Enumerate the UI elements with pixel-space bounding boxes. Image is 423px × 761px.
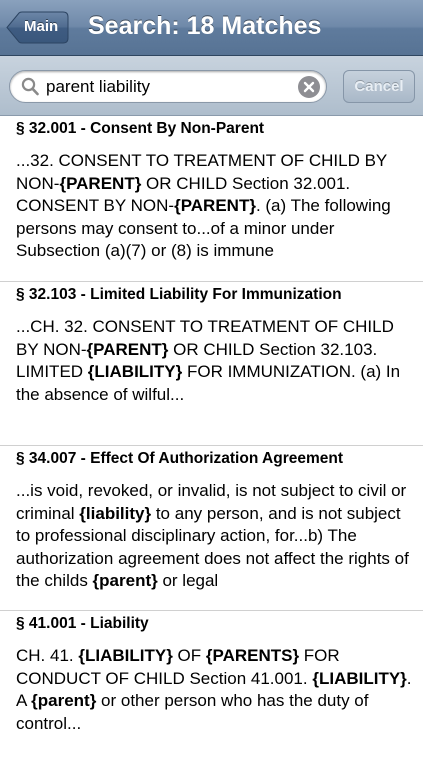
snippet-text: ...32. CONSENT TO TREATMENT OF CHILD BY NON- xyxy=(16,151,387,193)
result-item[interactable] xyxy=(0,446,423,611)
search-icon xyxy=(21,77,39,96)
navigation-bar xyxy=(0,0,423,56)
result-item[interactable] xyxy=(0,611,423,761)
search-field[interactable] xyxy=(9,70,327,103)
result-title: § 41.001 - Liability xyxy=(16,615,149,632)
highlighted-term: {LIABILITY} xyxy=(312,668,407,688)
result-snippet xyxy=(16,480,412,593)
highlighted-term: {PARENTS} xyxy=(205,646,300,665)
snippet-text: OF xyxy=(172,646,206,665)
snippet-text: OR CHILD Section 32.001. CONSENT BY NON- xyxy=(16,173,351,215)
result-snippet xyxy=(16,316,412,406)
main-back-button[interactable] xyxy=(6,11,69,44)
cancel-button[interactable]: Cancel xyxy=(343,70,415,103)
snippet-text: CH. 41. xyxy=(16,646,79,665)
result-title: § 34.007 - Effect Of Authorization Agreement xyxy=(16,450,343,467)
snippet-text: to any person, and is not subject to professional disciplinary action, for...b) The authorization agreement does not affect the rights of the childs xyxy=(16,503,409,590)
search-bar xyxy=(0,56,423,116)
back-button-label: Main xyxy=(24,18,59,35)
snippet-text: or other person who has the duty of control... xyxy=(16,691,369,733)
snippet-text: FOR IMMUNIZATION. (a) In the absence of wilful... xyxy=(16,362,401,404)
highlighted-term: {LIABILITY} xyxy=(78,646,173,665)
result-title: § 32.103 - Limited Liability For Immunization xyxy=(16,286,342,303)
highlighted-term: {liability} xyxy=(79,503,152,523)
snippet-text: or legal xyxy=(157,571,219,590)
snippet-text: . A xyxy=(16,668,412,710)
highlighted-term: {PARENT} xyxy=(59,173,142,193)
snippet-text: OR CHILD Section 32.103. LIMITED xyxy=(16,339,378,381)
snippet-text: FOR CONDUCT OF CHILD Section 41.001. xyxy=(16,646,340,688)
highlighted-term: {parent} xyxy=(92,571,158,590)
clear-icon xyxy=(298,76,320,98)
search-input[interactable] xyxy=(46,74,286,99)
highlighted-term: {PARENT} xyxy=(174,196,256,215)
snippet-text: ...CH. 32. CONSENT TO TREATMENT OF CHILD BY NON- xyxy=(16,317,394,359)
page-title: Search: 18 Matches xyxy=(88,12,322,40)
highlighted-term: {parent} xyxy=(31,691,97,710)
highlighted-term: {LIABILITY} xyxy=(87,362,183,381)
clear-search-button[interactable] xyxy=(298,76,320,98)
result-title: § 32.001 - Consent By Non-Parent xyxy=(16,120,265,137)
result-snippet xyxy=(16,645,412,735)
result-item[interactable] xyxy=(0,116,423,282)
snippet-text: ...is void, revoked, or invalid, is not subject to civil or criminal xyxy=(16,481,407,523)
result-snippet xyxy=(16,150,412,263)
highlighted-term: {PARENT} xyxy=(86,339,169,359)
result-item[interactable] xyxy=(0,282,423,446)
snippet-text: . (a) The following persons may consent to...of a minor under Subsection (a)(7) or (8) is immune xyxy=(16,196,391,260)
